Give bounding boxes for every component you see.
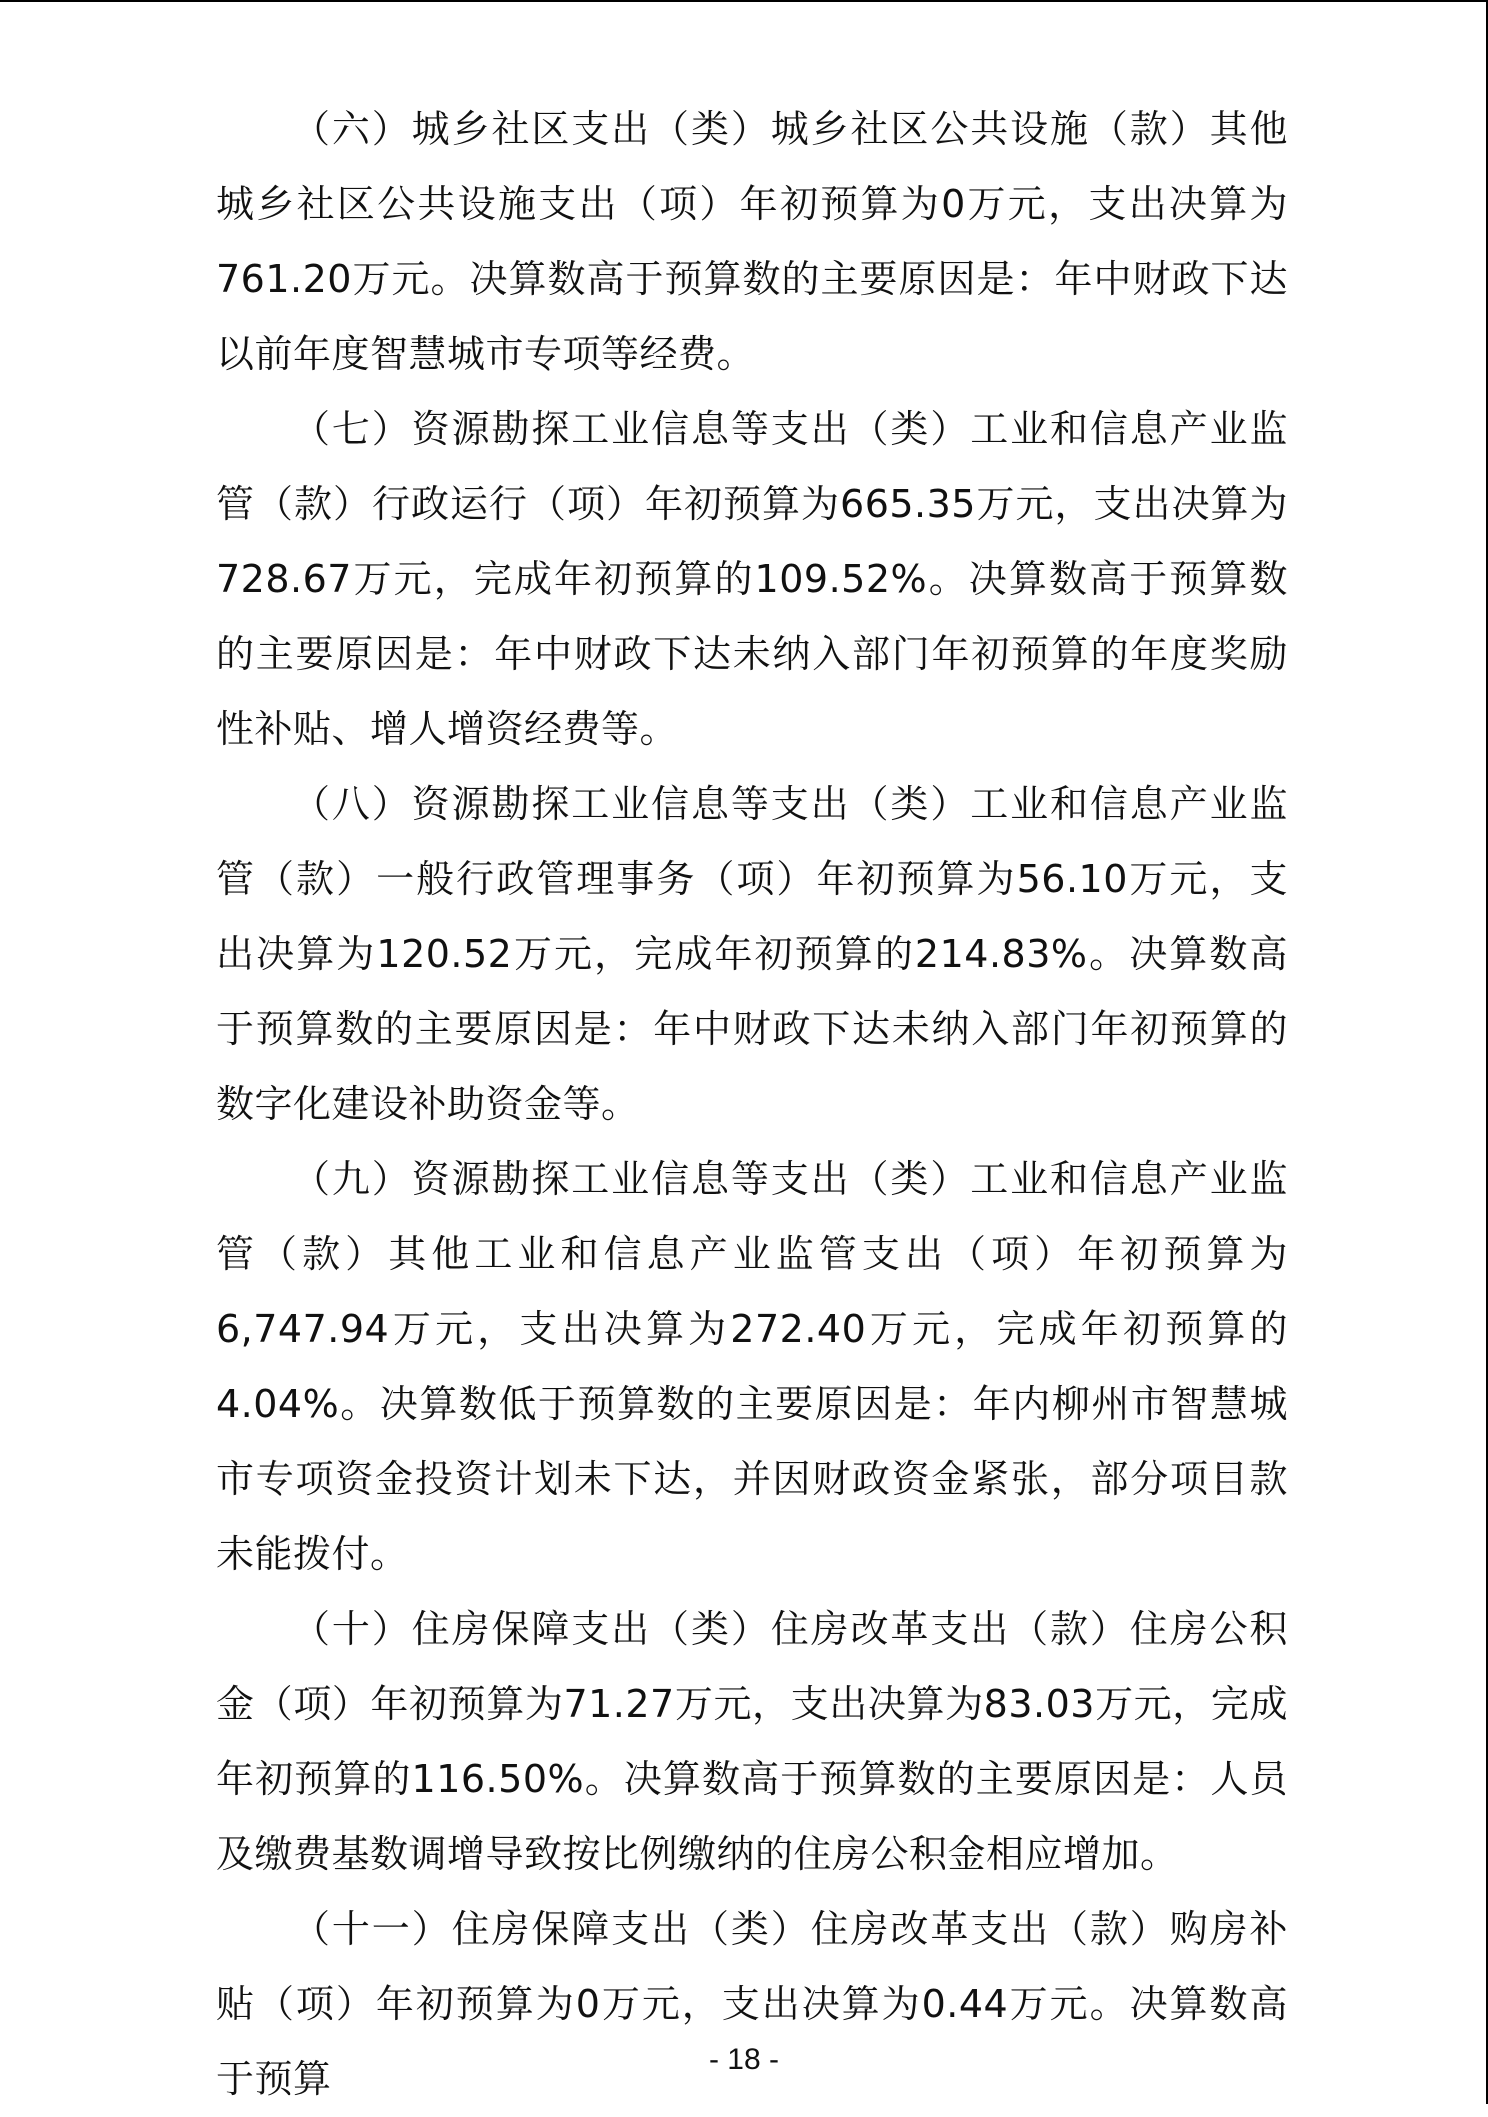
paragraph-8: （八）资源勘探工业信息等支出（类）工业和信息产业监管（款）一般行政管理事务（项）年初预算为56.10万元，支出决算为120.52万元，完成年初预算的214.83%。决算数高于预算数的主要原因是：年中财政下达未纳入部门年初预算的数字化建设补助资金等。 [216, 782, 1288, 1126]
paragraph-7: （七）资源勘探工业信息等支出（类）工业和信息产业监管（款）行政运行（项）年初预算为665.35万元，支出决算为728.67万元，完成年初预算的109.52%。决算数高于预算数的主要原因是：年中财政下达未纳入部门年初预算的年度奖励性补贴、增人增资经费等。 [216, 407, 1288, 751]
page-top-border [0, 0, 1488, 2]
paragraph-9: （九）资源勘探工业信息等支出（类）工业和信息产业监管（款）其他工业和信息产业监管支出（项）年初预算为6,747.94万元，支出决算为272.40万元，完成年初预算的4.04%。决算数低于预算数的主要原因是：年内柳州市智慧城市专项资金投资计划未下达，并因财政资金紧张，部分项目款未能拨付。 [216, 1157, 1288, 1576]
paragraph-6: （六）城乡社区支出（类）城乡社区公共设施（款）其他城乡社区公共设施支出（项）年初预算为0万元，支出决算为761.20万元。决算数高于预算数的主要原因是：年中财政下达以前年度智慧城市专项等经费。 [216, 107, 1288, 376]
paragraph-11: （十一）住房保障支出（类）住房改革支出（款）购房补贴（项）年初预算为0万元，支出决算为0.44万元。决算数高于预算 [216, 1907, 1288, 2101]
paragraph-10: （十）住房保障支出（类）住房改革支出（款）住房公积金（项）年初预算为71.27万元，支出决算为83.03万元，完成年初预算的116.50%。决算数高于预算数的主要原因是：人员及缴费基数调增导致按比例缴纳的住房公积金相应增加。 [216, 1607, 1288, 1876]
page-number: - 18 - [708, 2043, 780, 2076]
document-body [216, 92, 1288, 2117]
